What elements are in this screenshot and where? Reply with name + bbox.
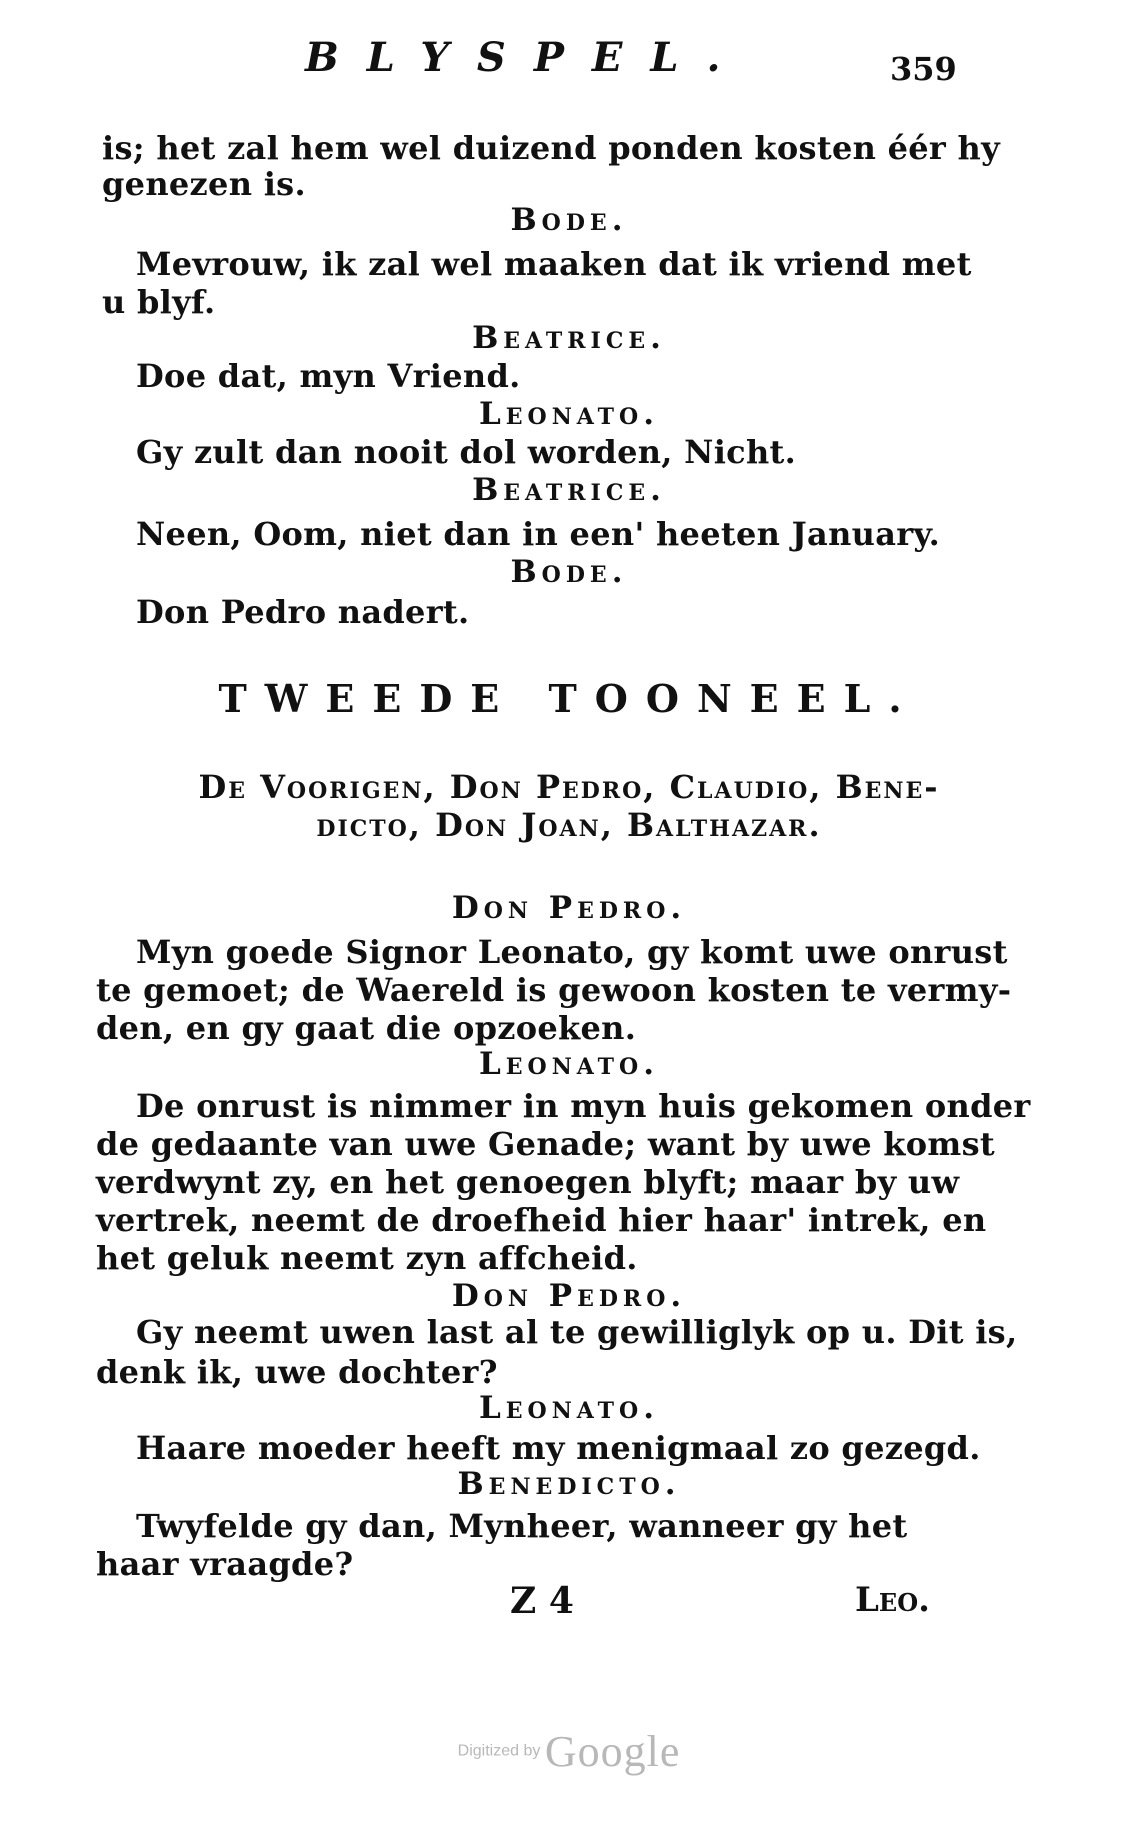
text-line: is; het zal hem wel duizend ponden kosten éér hy <box>102 129 1000 167</box>
speaker-leonato: Leonato. <box>478 396 660 432</box>
speaker-leonato: Leonato. <box>478 1390 660 1426</box>
speaker-beatrice: Beatrice. <box>472 320 666 356</box>
speaker-benedicto: Benedicto. <box>457 1466 681 1502</box>
dialogue-line: Gy neemt uwen last al te gewilliglyk op u. Dit is, <box>136 1313 1018 1351</box>
cast-list: De Voorigen, Don Pedro, Claudio, Bene- <box>198 768 940 806</box>
google-logo: Google <box>544 1727 681 1776</box>
page-number: 359 <box>890 50 957 88</box>
running-title: BLYSPEL. <box>305 34 749 81</box>
dialogue-line: Gy zult dan nooit dol worden, Nicht. <box>136 433 797 471</box>
speaker-don-pedro: Don Pedro. <box>451 1278 687 1314</box>
watermark-prefix: Digitized by <box>457 1742 541 1760</box>
speaker-leonato: Leonato. <box>478 1046 660 1082</box>
speaker-beatrice: Beatrice. <box>472 472 666 508</box>
dialogue-line: het geluk neemt zyn affcheid. <box>96 1239 638 1277</box>
speaker-bode: Bode. <box>510 202 628 238</box>
dialogue-line: vertrek, neemt de droefheid hier haar' intrek, en <box>96 1201 987 1239</box>
dialogue-line: Twyfelde gy dan, Mynheer, wanneer gy het <box>136 1507 908 1545</box>
text-line: genezen is. <box>102 165 306 203</box>
signature-mark: Z 4 <box>510 1580 574 1622</box>
digitized-by-google-watermark <box>0 1726 1138 1777</box>
dialogue-line: te gemoet; de Waereld is gewoon kosten te vermy- <box>96 971 1012 1009</box>
dialogue-line: denk ik, uwe dochter? <box>96 1353 498 1391</box>
dialogue-line: u blyf. <box>102 283 216 321</box>
dialogue-line: Don Pedro nadert. <box>136 593 470 631</box>
dialogue-line: den, en gy gaat die opzoeken. <box>96 1009 637 1047</box>
catchword: Leo. <box>855 1580 930 1620</box>
dialogue-line: De onrust is nimmer in myn huis gekomen onder <box>136 1087 1031 1125</box>
dialogue-line: verdwynt zy, en het genoegen blyft; maar by uw <box>96 1163 960 1201</box>
dialogue-line: Haare moeder heeft my menigmaal zo gezegd. <box>136 1429 981 1467</box>
scene-title: TWEEDE TOONEEL. <box>218 676 920 721</box>
speaker-bode: Bode. <box>510 554 628 590</box>
dialogue-line: Myn goede Signor Leonato, gy komt uwe onrust <box>136 933 1008 971</box>
speaker-don-pedro: Don Pedro. <box>451 890 687 926</box>
dialogue-line: Doe dat, myn Vriend. <box>136 357 521 395</box>
dialogue-line: Mevrouw, ik zal wel maaken dat ik vriend met <box>136 245 972 283</box>
dialogue-line: haar vraagde? <box>96 1545 354 1583</box>
cast-list: dicto, Don Joan, Balthazar. <box>316 806 822 844</box>
dialogue-line: Neen, Oom, niet dan in een' heeten January. <box>136 515 941 553</box>
dialogue-line: de gedaante van uwe Genade; want by uwe komst <box>96 1125 995 1163</box>
